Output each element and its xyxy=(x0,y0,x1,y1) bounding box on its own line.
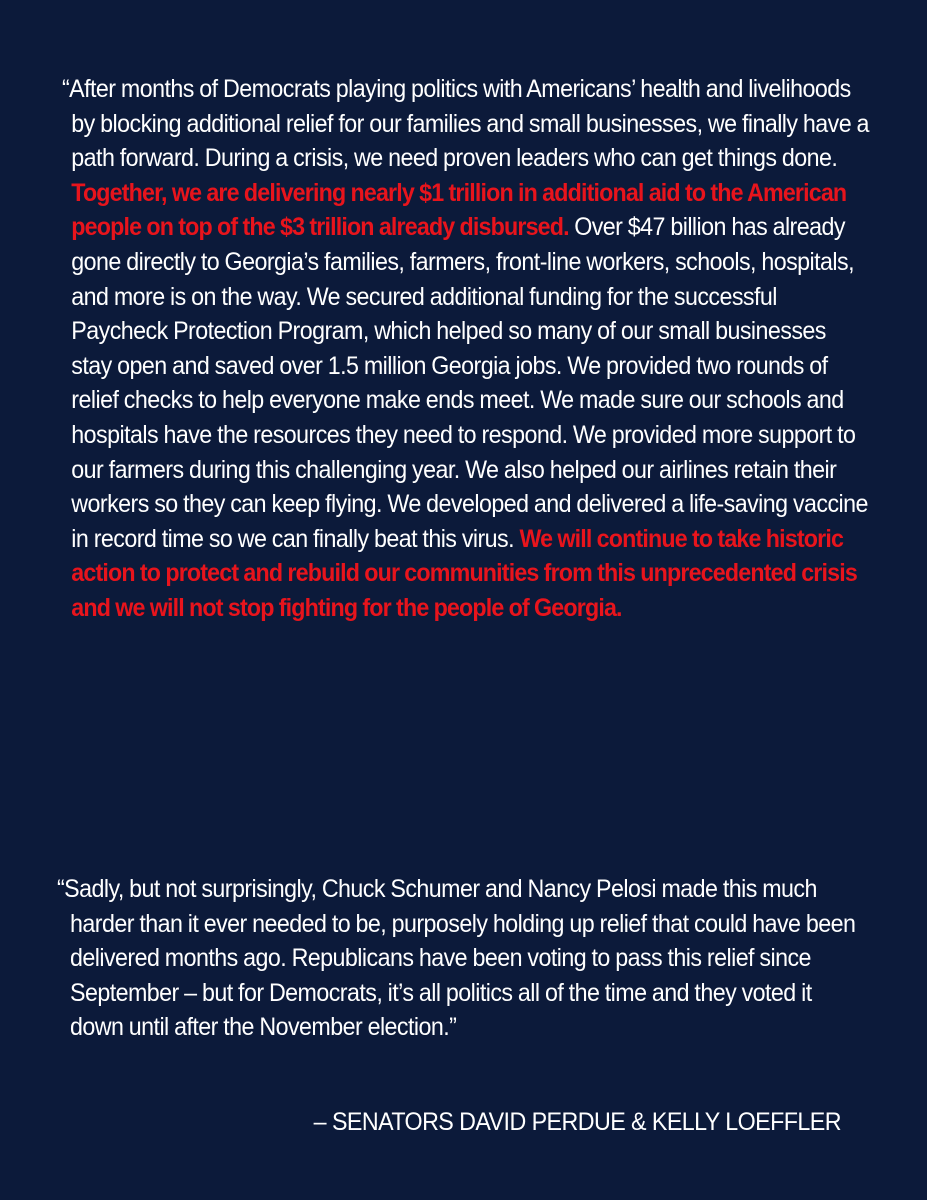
quote-first-highlight-2: We will continue to take historic action to protect and rebuild our communities from this unprecedented crisis and we will not stop fighting for the people of Georgia. xyxy=(71,524,857,622)
quote-first-text-1: “After months of Democrats playing politics with Americans’ health and livelihoods by blocking additional relief for our families and small businesses, we finally have a path forward. During a crisis, we need proven leaders who can get things done. xyxy=(62,75,869,173)
quote-first-highlight-1: Together, we are delivering nearly $1 trillion in additional aid to the American people on top of the $3 trillion already disbursed. xyxy=(71,178,847,242)
quote-first-text-2: Over $47 billion has already gone directly to Georgia’s families, farmers, front-line workers, schools, hospitals, and more is on the way. We secured additional funding for the successful Paycheck Protection Program, which helped so many of our small businesses stay open and saved over 1.5 million Georgia jobs. We provided two rounds of relief checks to help everyone make ends meet. We made sure our schools and hospitals have the resources they need to respond. We provided more support to our farmers during this challenging year. We also helped our airlines retain their workers so they can keep flying. We developed and delivered a life-saving vaccine in record time so we can finally beat this virus. xyxy=(71,213,868,553)
quote-second: “Sadly, but not surprisingly, Chuck Schumer and Nancy Pelosi made this much harder than it ever needed to be, purposely holding up relief that could have been delivered months ago. Republicans have been voting to pass this relief since September – but for Democrats, it’s all politics all of the time and they voted it down until after the November election.” xyxy=(57,875,856,1042)
quote-first xyxy=(62,72,869,626)
attribution: – SENATORS DAVID PERDUE & KELLY LOEFFLER xyxy=(313,1108,841,1136)
